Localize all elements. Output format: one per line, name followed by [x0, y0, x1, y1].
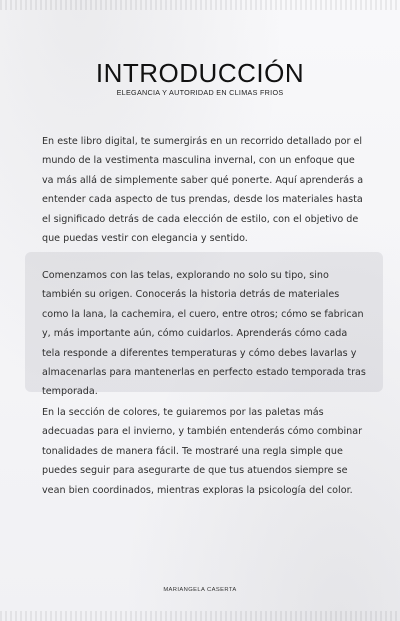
page-bottom-texture	[0, 611, 400, 621]
page-subtitle: ELEGANCIA Y AUTORIDAD EN CLIMAS FRIOS	[116, 88, 284, 97]
author-name: MARIANGELA CASERTA	[163, 587, 237, 593]
page-top-texture	[0, 0, 400, 10]
paragraph-fabrics: Comenzamos con las telas, explorando no solo su tipo, sino también su origen. Conocerás la historia detrás de materiales como la lana, la cachemira, el cuero, entre otros; cómo se fabrican y, más importante aún, cómo cuidarlos. Aprenderás cómo cada tela responde a diferentes temperaturas y cómo debes lavarlas y almacenarlas para mantenerlas en perfecto estado temporada tras temporada.	[42, 270, 366, 398]
page-title: INTRODUCCIÓN	[95, 58, 305, 88]
paragraph-intro: En este libro digital, te sumergirás en un recorrido detallado por el mundo de la vestimenta masculina invernal, con un enfoque que va más allá de simplemente saber qué ponerte. Aquí aprenderás a entender cada aspecto de tus prendas, desde los materiales hasta el significado detrás de cada elección de estilo, con el objetivo de que puedas vestir con elegancia y sentido.	[42, 136, 364, 245]
paragraph-colors: En la sección de colores, te guiaremos por las paletas más adecuadas para el invierno, y también entenderás cómo combinar tonalidades de manera fácil. Te mostraré una regla simple que puedes seguir para asegurarte de que tus atuendos siempre se vean bien coordinados, mientras exploras la psicología del color.	[42, 407, 363, 496]
